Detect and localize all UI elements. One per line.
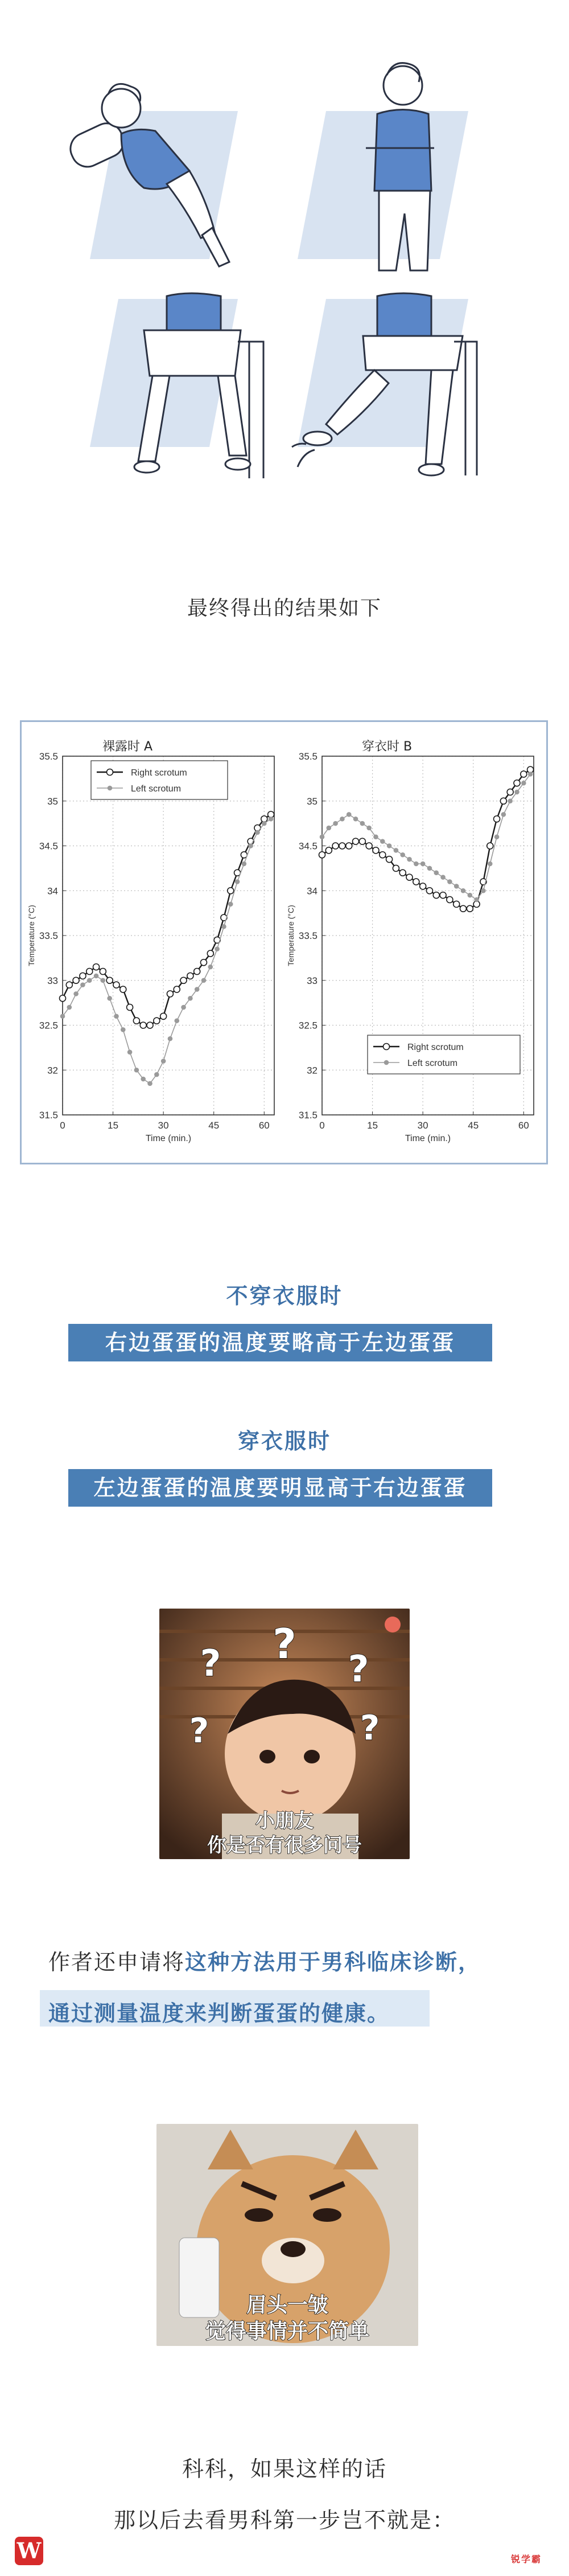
x-tick-label: 60 (258, 1120, 270, 1131)
data-point (174, 986, 180, 992)
data-point (487, 843, 493, 849)
meme1-qmark-4: ? (189, 1711, 209, 1751)
data-point (81, 983, 85, 987)
data-point (354, 817, 358, 821)
data-point (154, 1018, 160, 1024)
data-point (242, 862, 246, 866)
y-tick-label: 34.5 (298, 840, 318, 852)
legend-marker (108, 786, 112, 790)
data-point (141, 1077, 145, 1081)
data-point (249, 844, 253, 848)
data-point (236, 880, 240, 884)
x-tick-label: 0 (319, 1120, 325, 1131)
data-point (201, 959, 207, 966)
data-point (188, 996, 192, 1000)
data-point (346, 843, 352, 849)
data-point (195, 987, 199, 991)
x-tick-label: 45 (208, 1120, 220, 1131)
data-point (434, 871, 438, 875)
data-point (340, 817, 344, 821)
chart-title: 裸露时 A (102, 740, 153, 754)
data-point (94, 974, 98, 978)
y-tick-label: 31.5 (298, 1110, 318, 1121)
data-point (194, 969, 200, 975)
x-tick-label: 15 (367, 1120, 378, 1131)
data-point (414, 862, 418, 866)
data-point (360, 822, 364, 826)
x-tick-label: 60 (518, 1120, 529, 1131)
meme1-qmark-1: ? (200, 1643, 221, 1685)
data-point (86, 969, 93, 975)
posture-illustration (67, 46, 500, 501)
data-point (522, 781, 526, 785)
data-point (455, 884, 459, 888)
data-point (521, 771, 527, 777)
data-point (73, 977, 79, 983)
data-point (262, 822, 266, 826)
data-point (128, 1050, 132, 1054)
y-axis-label: Temperature (°C) (27, 905, 36, 966)
meme1-caption-1: 小朋友 (255, 1810, 314, 1832)
data-point (140, 1022, 146, 1028)
data-point (500, 798, 506, 804)
data-point (121, 1028, 125, 1032)
data-point (127, 1004, 133, 1011)
data-point (367, 826, 371, 830)
data-point (515, 790, 519, 794)
y-tick-label: 32.5 (298, 1020, 318, 1031)
legend-marker (385, 1061, 389, 1065)
data-point (168, 1037, 172, 1041)
data-point (339, 843, 345, 849)
baby-meme-image (159, 1609, 410, 1859)
data-point (222, 925, 226, 929)
data-point (106, 977, 113, 983)
data-point (332, 843, 339, 849)
data-point (88, 978, 92, 982)
data-point (155, 1073, 159, 1077)
data-point (147, 1022, 153, 1028)
y-tick-label: 32 (307, 1065, 318, 1076)
body-line-1-plain: 作者还申请将 (48, 1950, 185, 1975)
data-point (413, 879, 419, 885)
data-point (401, 853, 405, 857)
data-point (406, 874, 413, 880)
data-point (495, 835, 499, 839)
data-point (394, 848, 398, 852)
data-point (202, 978, 206, 982)
data-point (167, 991, 173, 997)
body-line-1-highlight: 这种方法用于男科临床诊断， (185, 1950, 481, 1975)
data-point (381, 839, 385, 843)
data-point (333, 822, 337, 826)
y-tick-label: 34.5 (39, 840, 58, 852)
result-caption: 最终得出的结果如下 (187, 597, 382, 620)
series-line-1 (63, 819, 271, 1084)
data-point (347, 813, 351, 817)
y-tick-label: 32 (47, 1065, 58, 1076)
meme1-qmark-2: ? (273, 1620, 296, 1668)
chart-frame (20, 720, 548, 1164)
legend-label: Right scrotum (407, 1043, 464, 1052)
meme1-caption-2: 你是否有很多问号 (207, 1834, 362, 1857)
data-point (101, 978, 105, 982)
data-point (74, 992, 78, 996)
data-point (182, 1006, 185, 1010)
clothed-heading: 穿衣服时 (237, 1429, 331, 1454)
data-point (113, 982, 119, 988)
meme1-qmark-3: ? (348, 1648, 369, 1691)
data-point (448, 880, 452, 884)
data-point (447, 897, 453, 903)
chart-panel-1 (286, 740, 534, 1143)
data-point (269, 817, 273, 821)
meme1-qmark-5: ? (360, 1708, 380, 1748)
data-point (420, 883, 426, 889)
y-tick-label: 35 (307, 795, 318, 807)
x-tick-label: 0 (60, 1120, 65, 1131)
meme2-caption-2: 觉得事情并不简单 (205, 2320, 369, 2343)
y-tick-label: 31.5 (39, 1110, 58, 1121)
data-point (467, 905, 473, 912)
data-point (433, 892, 439, 899)
data-point (175, 1019, 179, 1023)
data-point (93, 964, 100, 970)
data-point (359, 838, 365, 844)
closing-line-1: 科科，如果这样的话 (182, 2456, 387, 2481)
data-point (66, 982, 72, 988)
data-point (407, 858, 411, 862)
x-tick-label: 30 (158, 1120, 169, 1131)
legend-label: Left scrotum (131, 784, 182, 794)
data-point (421, 862, 425, 866)
data-point (387, 844, 391, 848)
chart-panel-0 (27, 740, 274, 1143)
data-point (393, 865, 399, 871)
data-point (453, 901, 460, 907)
data-point (114, 1014, 118, 1018)
data-point (207, 950, 213, 957)
legend-label: Right scrotum (131, 768, 187, 778)
data-point (320, 835, 324, 839)
data-point (325, 847, 332, 854)
x-tick-label: 15 (108, 1120, 119, 1131)
data-point (187, 973, 193, 979)
data-point (255, 830, 259, 834)
data-point (440, 892, 446, 899)
data-point (494, 816, 500, 822)
data-point (501, 813, 505, 817)
data-point (215, 947, 219, 951)
data-point (514, 780, 520, 786)
legend-marker (107, 769, 113, 776)
x-axis-label: Time (min.) (145, 1134, 192, 1143)
data-point (366, 843, 372, 849)
y-tick-label: 32.5 (39, 1020, 58, 1031)
data-point (508, 799, 512, 803)
y-tick-label: 33.5 (298, 930, 318, 941)
y-tick-label: 35.5 (298, 751, 318, 762)
x-tick-label: 45 (468, 1120, 479, 1131)
data-point (108, 996, 112, 1000)
data-point (319, 852, 325, 858)
data-point (380, 852, 386, 858)
data-point (507, 789, 513, 795)
data-point (427, 866, 431, 870)
brand-logo: W (15, 2537, 43, 2565)
legend (91, 761, 228, 799)
data-point (148, 1081, 152, 1085)
clothed-banner: 左边蛋蛋的温度要明显高于右边蛋蛋 (68, 1469, 492, 1507)
data-point (460, 905, 467, 912)
data-point (529, 772, 533, 776)
data-point (120, 986, 126, 992)
x-axis-label: Time (min.) (405, 1134, 451, 1143)
data-point (441, 875, 445, 879)
data-point (386, 856, 393, 863)
data-point (67, 1006, 71, 1010)
data-point (373, 847, 379, 854)
data-point (488, 862, 492, 866)
y-tick-label: 35 (47, 795, 58, 807)
y-tick-label: 33 (47, 975, 58, 986)
data-point (481, 889, 485, 893)
data-point (426, 888, 432, 894)
data-point (180, 977, 187, 983)
data-point (327, 826, 331, 830)
y-tick-label: 33.5 (39, 930, 58, 941)
data-point (160, 1013, 167, 1019)
temperature-charts (22, 722, 546, 1163)
data-point (468, 893, 472, 897)
data-point (208, 965, 212, 969)
brand-stamp: 锐学霸 (511, 2554, 542, 2565)
y-tick-label: 33 (307, 975, 318, 986)
data-point (61, 1014, 65, 1018)
data-point (100, 969, 106, 975)
data-point (80, 973, 86, 979)
data-point (60, 995, 66, 1002)
y-tick-label: 35.5 (39, 751, 58, 762)
y-tick-label: 34 (307, 885, 318, 897)
data-point (475, 898, 479, 902)
data-point (162, 1059, 166, 1063)
body-line-2-highlight: 通过测量温度来判断蛋蛋的健康。 (48, 2001, 390, 2026)
data-point (133, 1018, 139, 1024)
not-clothed-heading: 不穿衣服时 (226, 1283, 343, 1308)
data-point (353, 838, 359, 844)
not-clothed-banner: 右边蛋蛋的温度要略高于左边蛋蛋 (68, 1324, 492, 1361)
data-point (374, 835, 378, 839)
data-point (399, 869, 406, 876)
chart-title: 穿衣时 B (362, 740, 413, 754)
y-tick-label: 34 (47, 885, 58, 897)
meme2-caption-1: 眉头一皱 (246, 2294, 328, 2317)
legend-label: Left scrotum (407, 1059, 458, 1068)
x-tick-label: 30 (417, 1120, 428, 1131)
closing-line-2: 那以后去看男科第一步岂不就是： (113, 2508, 455, 2533)
dog-meme-image (156, 2124, 418, 2346)
body-line-1 (48, 1945, 481, 1976)
legend (368, 1035, 520, 1074)
data-point (228, 888, 234, 894)
data-point (229, 902, 233, 906)
data-point (134, 1068, 138, 1072)
data-point (461, 889, 465, 893)
legend-marker (384, 1044, 390, 1050)
y-axis-label: Temperature (°C) (286, 905, 295, 966)
